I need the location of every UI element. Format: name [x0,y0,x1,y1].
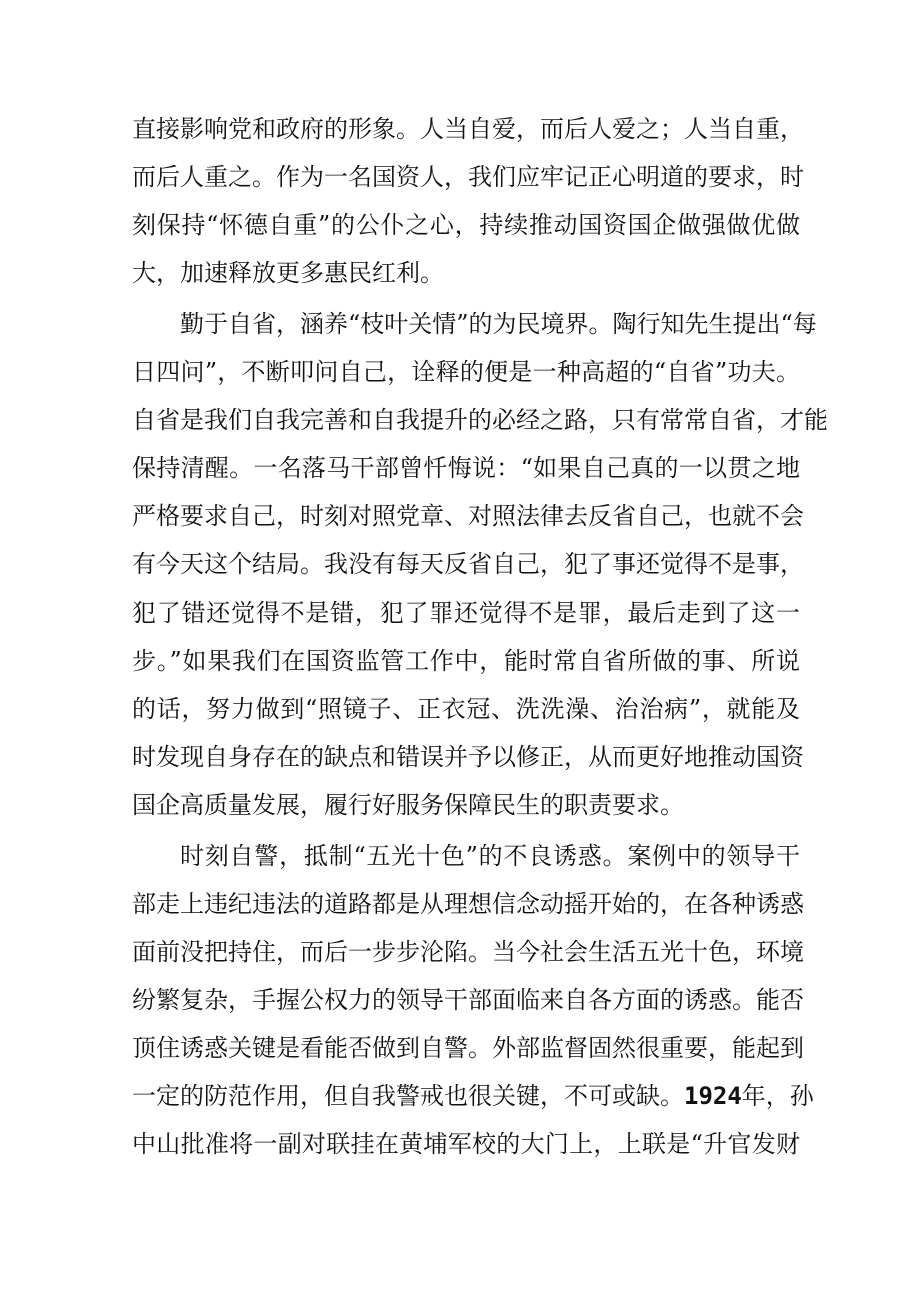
paragraph-3-line-7: 中山批准将一副对联挂在黄埔军校的大门上，上联是“升官发财 [132,1130,800,1158]
paragraph-1-line-3: 刻保持“怀德自重”的公仆之心，持续推动国资国企做强做优做 [132,211,800,239]
paragraph-1-line-1: 直接影响党和政府的形象。人当自爱，而后人爱之；人当自重， [132,115,804,143]
paragraph-1-line-2: 而后人重之。作为一名国资人，我们应牢记正心明道的要求，时 [132,163,804,191]
paragraph-2-line-4: 保持清醒。一名落马干部曾忏悔说：“如果自己真的一以贯之地 [132,454,800,482]
paragraph-3-line-6-text: 一定的防范作用，但自我警戒也很关键，不可或缺。 [132,1082,684,1110]
paragraph-1-line-4: 大，加速释放更多惠民红利。 [132,259,444,287]
year-number: 1924 [684,1082,742,1110]
paragraph-3-line-2: 部走上违纪违法的道路都是从理想信念动摇开始的，在各种诱惑 [132,890,804,918]
paragraph-2-line-1: 勤于自省，涵养“枝叶关情”的为民境界。陶行知先生提出“每 [180,310,817,338]
paragraph-2-line-8: 步。”如果我们在国资监管工作中，能时常自省所做的事、所说 [132,647,800,675]
paragraph-2-line-10: 时发现自身存在的缺点和错误并予以修正，从而更好地推动国资 [132,743,804,771]
paragraph-2-line-3: 自省是我们自我完善和自我提升的必经之路，只有常常自省，才能 [132,406,828,434]
paragraph-3-line-3: 面前没把持住，而后一步步沦陷。当今社会生活五光十色，环境 [132,938,804,966]
paragraph-2-line-5: 严格要求自己，时刻对照党章、对照法律去反省自己，也就不会 [132,502,804,530]
paragraph-2-line-6: 有今天这个结局。我没有每天反省自己，犯了事还觉得不是事， [132,550,804,578]
year-suffix: 年，孙 [741,1082,814,1110]
paragraph-2-line-11: 国企高质量发展，履行好服务保障民生的职责要求。 [132,791,684,819]
paragraph-2-line-9: 的话，努力做到“照镜子、正衣冠、洗洗澡、治治病”，就能及 [132,695,800,723]
paragraph-2-line-2: 日四问”，不断叩问自己，诠释的便是一种高超的“自省”功夫。 [132,358,800,386]
paragraph-3-line-5: 顶住诱惑关键是看能否做到自警。外部监督固然很重要，能起到 [132,1034,804,1062]
paragraph-3-line-1: 时刻自警，抵制“五光十色”的不良诱惑。案例中的领导干 [180,842,800,870]
paragraph-3-line-6 [132,1081,814,1111]
paragraph-3-line-4: 纷繁复杂，手握公权力的领导干部面临来自各方面的诱惑。能否 [132,986,804,1014]
paragraph-2-line-7: 犯了错还觉得不是错，犯了罪还觉得不是罪，最后走到了这一 [132,599,800,627]
